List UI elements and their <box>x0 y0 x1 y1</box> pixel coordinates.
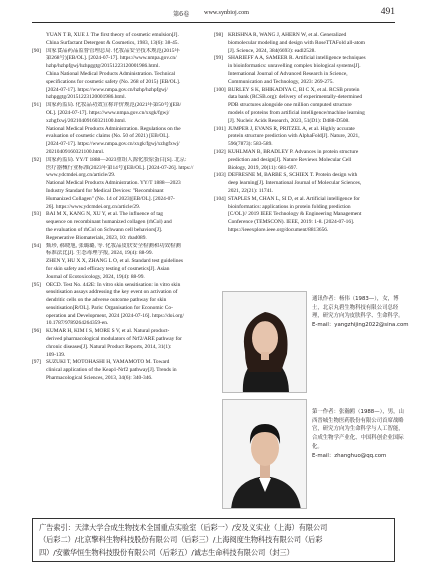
reference-text-line: 10.1787/9789264264359-en. <box>46 320 109 327</box>
reference-entry <box>214 196 395 235</box>
reference-number: [97] <box>32 359 41 366</box>
reference-text-line: BAI M X, KANG N, XU Y, et al. The influence of tag <box>46 211 163 218</box>
advertisement-index-box <box>32 518 395 562</box>
reference-text-line: models of proteins from artificial intelligence/machine learning <box>228 109 365 116</box>
reference-text-line: [J]. Nucleic Acids Research, 2023, 51(D1): D488-D508. <box>228 117 350 124</box>
reference-text-line: KRISHNA R, WANG J, AHERN W, et al. Generalized <box>228 32 347 38</box>
reference-text-line: sensitisation[R/OL]. Paris: Organisation for Economic Co- <box>46 304 173 311</box>
reference-text-line: chronic diseases[J]. Natural Product Reports, 2014, 31(1): <box>46 343 172 350</box>
reference-text-line: SUZUKI T, MOTOHASHI H, YAMAMOTO M. Toward <box>46 359 170 366</box>
page-number: 491 <box>380 7 395 17</box>
reference-text-line: xzhgfxwj/20210409160321100.html. <box>46 117 127 124</box>
reference-number: [100] <box>214 86 226 93</box>
reference-text-line: ZHEN Y, HU X X, ZHANG L O, et al. Standard test guidelines <box>46 258 183 265</box>
reference-number: [91] <box>32 102 41 109</box>
reference-text-line: OECD. Test No. 442E: In vitro skin sensitisation: in vitro skin <box>46 281 181 288</box>
reference-text-line: in bioinformatics: unravelling complex biological systems[J]. <box>228 63 361 70</box>
reference-entry <box>32 359 198 382</box>
reference-entry <box>214 149 395 172</box>
reference-text-line: 26]. https://www.ydcmdei.org.cn/article/29. <box>46 203 141 210</box>
reference-text-line: STAPLES M, CHAN L, SI D, et al. Artificial intelligence for <box>228 195 360 202</box>
woman-portrait-icon <box>223 292 307 393</box>
reference-text-line: 国家药监局. 化妆品功效宣称评价规范(2021年第50号)[EB/ <box>46 102 182 109</box>
reference-entry <box>32 32 198 48</box>
reference-entry <box>32 48 198 103</box>
ad-index-line: 四）/安徽华恒生物科技股份有限公司（后彩五）/诚志生命科技有限公司（封三） <box>39 547 294 557</box>
reference-text-line: the evaluation of rhCol on Schwann cell behaviors[J]. <box>46 226 163 233</box>
reference-text-line: PDB structures alongside one million computed structure <box>228 102 352 109</box>
reference-text-line: China Surfactant Detergent & Cosmetics, 1983, 13(6): 38-45. <box>46 39 179 46</box>
reference-text-line: 医疗器械行业标准(2023年第14号)[EB/OL]. [2024-07-26]. https:// <box>46 164 194 171</box>
ad-index-line: 广告索引：天津大学合成生物技术全国重点实验室（后彩一）/安及义实业（上海）有限公司 <box>39 523 328 532</box>
reference-text-line: KUMAR H, KIM I S, MORE S V, et al. Natural product- <box>46 328 170 335</box>
reference-text-line: data bank (RCSB.org): delivery of experimentally-determined <box>228 94 363 101</box>
reference-number: [98] <box>214 32 223 38</box>
reference-number: [104] <box>214 195 226 202</box>
reference-entry <box>32 328 198 359</box>
reference-text-line: 国家药监局. YY/T 1888—2023重组人源化胶原蛋白[S]. 北京: <box>46 156 187 163</box>
reference-text-line: SHARIEFF A A, SAMEER R. Artificial intelligence techniques <box>228 55 366 62</box>
reference-text-line: clinical application of the Keap1-Nrf2 pathway[J]. Trends in <box>46 367 177 374</box>
reference-text-line: https://ieeexplore.ieee.org/document/8813656. <box>228 226 329 233</box>
running-header <box>32 7 395 23</box>
reference-text-line: 2021, 22(21): 11741. <box>228 187 274 194</box>
header-website: www.synbioj.com <box>204 9 249 16</box>
reference-text-line: [2024-07-17]. https://www.nmpa.gov.cn/xxgk/fgwj/xzhgfxwj/ <box>46 141 180 148</box>
reference-entry <box>214 126 395 149</box>
reference-text-line: [J]. Science, 2024, 384(6693): eadl2528. <box>228 47 316 54</box>
reference-text-line: operation and Development, 2024 [2024-07-16]. https://doi.org/ <box>46 312 184 319</box>
reference-text-line: Pharmacological Sciences, 2013, 34(6): 340-346. <box>46 375 153 382</box>
reference-text-line: Biology, 2019, 20(11): 681-697. <box>228 164 298 171</box>
reference-text-line: 标准法比[J]. 生态毒理学报, 2024, 19(4): 88-99. <box>46 250 153 257</box>
reference-number: [102] <box>214 148 226 155</box>
corresponding-author-bio <box>312 295 409 330</box>
reference-number: [90] <box>32 47 41 54</box>
reference-text-line: bioinformatics: applications in protein folding prediction <box>228 203 351 210</box>
bio-text-line: 理，研究方向为皮肤科学、生命科学。 <box>312 313 404 320</box>
reference-text-line: China National Medical Products Administration. Technical <box>46 70 176 77</box>
reference-number: [99] <box>214 55 223 62</box>
reference-text-line: www.ydcmdei.org.cn/article/29. <box>46 172 116 179</box>
reference-text-line: International Journal of Advanced Research in Science, <box>228 70 348 77</box>
bio-text-line: E-mail：yangzhijing2022@sina.com <box>312 322 409 329</box>
reference-entry <box>32 243 198 282</box>
reference-text-line: Industry Standard for Medical Devices: "Recombinant <box>46 187 164 194</box>
reference-text-line: 109-139. <box>46 351 66 358</box>
reference-entry <box>214 172 395 195</box>
references-right-column <box>214 32 395 235</box>
reference-number: [93] <box>32 211 41 218</box>
reference-number: [103] <box>214 172 226 179</box>
reference-entry <box>214 87 395 126</box>
bio-text-line: 化。 <box>312 443 323 450</box>
reference-text-line: DEFRESNE M, BARBE S, SCHIEX T. Protein design with <box>228 172 358 179</box>
reference-number: [94] <box>32 242 41 249</box>
man-portrait-icon <box>223 400 307 509</box>
reference-text-line: YUAN T B, XUE J. The first theory of cosmetic emulsion[J]. <box>46 32 179 38</box>
reference-text-line: evaluation of cosmetic claims (No. 50 of 2021) [EB/OL]. <box>46 133 170 140</box>
reference-text-line: Regenerative Biomaterials, 2023, 10: rbad089. <box>46 234 147 241</box>
reference-text-line: [2024-07-17]. https://www.nmpa.gov.cn/hzhp/hzhpfgwj/ <box>46 86 168 93</box>
author-photo-first <box>222 399 307 509</box>
reference-text-line: Humanized Collagen" (No. 14 of 2023)[EB/OL]. [2024-07- <box>46 195 175 202</box>
reference-text-line: 20210409160321100.html. <box>46 148 105 155</box>
reference-entry <box>32 282 198 329</box>
reference-text-line: 国家食品药品监督管理总局. 化妆品安全技术规范(2015年 <box>46 47 180 54</box>
bio-text-line: 西晋城生物医药股份有限公司首席战略 <box>312 417 404 424</box>
references-left-column <box>32 32 198 383</box>
reference-text-line: Journal of Ecotoxicology, 2024, 19(4): 88-99. <box>46 273 145 280</box>
reference-text-line: 第268号)[EB/OL]. [2024-07-17]. https://www.nmpa.gov.cn/ <box>46 55 177 62</box>
header-issue: 第6卷 <box>173 11 190 18</box>
reference-text-line: KUHLMAN B, BRADLEY P. Advances in protein structure <box>228 148 359 155</box>
reference-text-line: 596(7873): 583-589. <box>228 141 273 148</box>
reference-text-line: hzhpggtg/20151223120001986.html. <box>46 94 126 101</box>
bio-text-line: 通讯作者：杨伟（1983—），女，博 <box>312 296 399 302</box>
reference-entry <box>214 32 395 55</box>
author-photo-corresponding <box>222 291 307 393</box>
reference-entry <box>214 55 395 86</box>
bio-text-line: E-mail：zhanghuo@qq.com <box>312 452 387 459</box>
reference-number: [95] <box>32 281 41 288</box>
reference-text-line: National Medical Products Administration. YY/T 1888—2023 <box>46 180 181 187</box>
reference-text-line: protein structure prediction with AlphaFold[J]. Nature, 2021, <box>228 133 360 140</box>
bio-text-line: 官，研究方向为生命科学与人工智能， <box>312 426 404 433</box>
reference-text-line: sequence on recombinant humanized collagen (rhCol) and <box>46 219 172 226</box>
reference-text-line: OL]. [2024-07-17]. https://www.nmpa.gov.cn/xxgk/fgwj/ <box>46 109 170 116</box>
reference-text-line: JUMPER J, EVANS R, PRITZEL A, et al. Highly accurate <box>228 125 355 132</box>
reference-entry <box>32 211 198 242</box>
reference-text-line: prediction and design[J]. Nature Reviews Molecular Cell <box>228 156 352 163</box>
reference-number: [101] <box>214 125 226 132</box>
reference-text-line: biomolecular modeling and design with RoseTTAFold all-atom <box>228 39 366 46</box>
reference-entry <box>32 157 198 212</box>
reference-text-line: Conference (TEMSCON). IEEE, 2019: 1-8. [2024-07-16]. <box>228 219 355 226</box>
bio-text-line: 士，北京丸碧生物科技有限公司总经 <box>312 304 399 311</box>
reference-text-line: specifications for cosmetic safety (No. 268 of 2015) [EB/OL]. <box>46 78 181 85</box>
reference-text-line: for skin safety and efficacy testing of cosmetics[J]. Asian <box>46 265 170 272</box>
reference-text-line: dendritic cells on the adverse outcome pathway for skin <box>46 297 167 304</box>
reference-text-line: derived pharmacological modulators of Nrf2/ARE pathway for <box>46 336 182 343</box>
ad-index-line: （后彩二）/北京擎科生物科技股份有限公司（后彩三）/上海阅度生物科技有限公司（后彩 <box>39 535 323 545</box>
first-author-bio <box>312 408 404 460</box>
reference-number: [92] <box>32 156 41 163</box>
reference-entry <box>32 102 198 157</box>
reference-text-line: 甄珍, 郝晓旭, 张璐璐, 等. 化妆品皮肤安全检测和功效检测 <box>46 242 181 249</box>
reference-text-line: National Medical Products Administration. Regulations on the <box>46 125 181 132</box>
reference-text-line: deep learning[J]. International Journal of Molecular Sciences, <box>228 180 362 187</box>
reference-text-line: Communication and Technology, 2023: 269-275. <box>228 78 334 85</box>
reference-text-line: [C/OL]// 2019 IEEE Technology & Engineering Management <box>228 211 362 218</box>
bio-text-line: 第一作者：张瀚鸥（1988—），男，山 <box>312 409 404 415</box>
reference-text-line: sensitisation assays addressing the key event on activation of <box>46 289 178 296</box>
bio-text-line: 合成生物学产业化、中国科创企业国际 <box>312 435 404 442</box>
reference-text-line: BURLEY S K, BHIKADIYA C, BI C X, et al. RCSB protein <box>228 86 360 93</box>
reference-text-line: hzhp/hzhpfgwj/hzhpggtg/20151223120001986.html. <box>46 63 160 70</box>
reference-number: [96] <box>32 328 41 335</box>
